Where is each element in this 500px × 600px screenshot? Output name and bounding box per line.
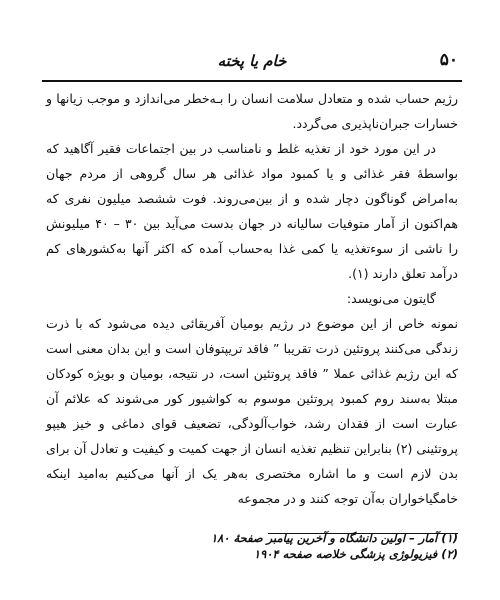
header-rule (42, 80, 462, 82)
footnotes (150, 530, 458, 562)
paragraph: گایتون می‌نویسد: (346, 291, 436, 306)
paragraph: رژیم حساب شده و متعادل سلامت انسان را بـه‌خطر می‌اندازد و موجب زیانها و خسارات جبران‌ناپذیری می‌گردد. (46, 91, 458, 131)
footnote: (۱) آمار – اولین دانشگاه و آخرین پیامبر صفحهٔ ۱۸۰ (210, 531, 458, 545)
running-title: خام یا پخته (217, 52, 287, 70)
footnote: (۲) فیزیولوژی پزشگی خلاصه صفحه ۱۹۰۴ (253, 547, 458, 561)
body-text (46, 86, 458, 511)
page-header (42, 46, 462, 80)
page-number: ۵۰ (439, 50, 458, 70)
paragraph: در این مورد خود از تغذیه غلط و نامناسب در بین اجتماعات فقیر آگاهید که بواسطهٔ فقر غذائی و یا کمبود مواد غذائی هر سال گروهی از مردم جهان به‌امراض گوناگون دچار شده و از بین‌می‌روند. فوت ششصد میلیون نفری که هم‌اکنون از آمار متوفیات سالیانه در جهان بدست می‌آید بین ۳۰ – ۴۰ میلیونش را ناشی از سوءتغذیه یا کمی غذا به‌حساب آمده که اکثر آنها به‌کشورهای کم درآمد تعلق دارند (۱). (46, 141, 458, 281)
quoted-paragraph: نمونه خاص از این موضوع در رژیم بومیان آفریقائی دیده می‌شود که با ذرت زندگی می‌کنند پروتئین ذرت تقریبا ” فاقد تریپتوفان است و این بدان معنی است که این رژیم غذائی عملا ” فاقد پروتئین است، در نتیجه، بومیان و بویژه کودکان مبتلا به‌سند روم کمبود پروتئین موسوم به کواشیور کور می‌شوند که علائم آن عبارت است از فقدان رشد، خواب‌آلودگی، تضعیف قوای دماغی و خیز هیپو پروتئینی (۲) بنابراین تنظیم تغذیه انسان از جهت کمیت و کیفیت و تعادل آن برای بدن لازم است و ما اشاره مختصری به‌هر یک از آنها می‌کنیم به‌امید اینکه خامگیاخواران به‌آن توجه کنند و در مجموعه (46, 316, 458, 506)
